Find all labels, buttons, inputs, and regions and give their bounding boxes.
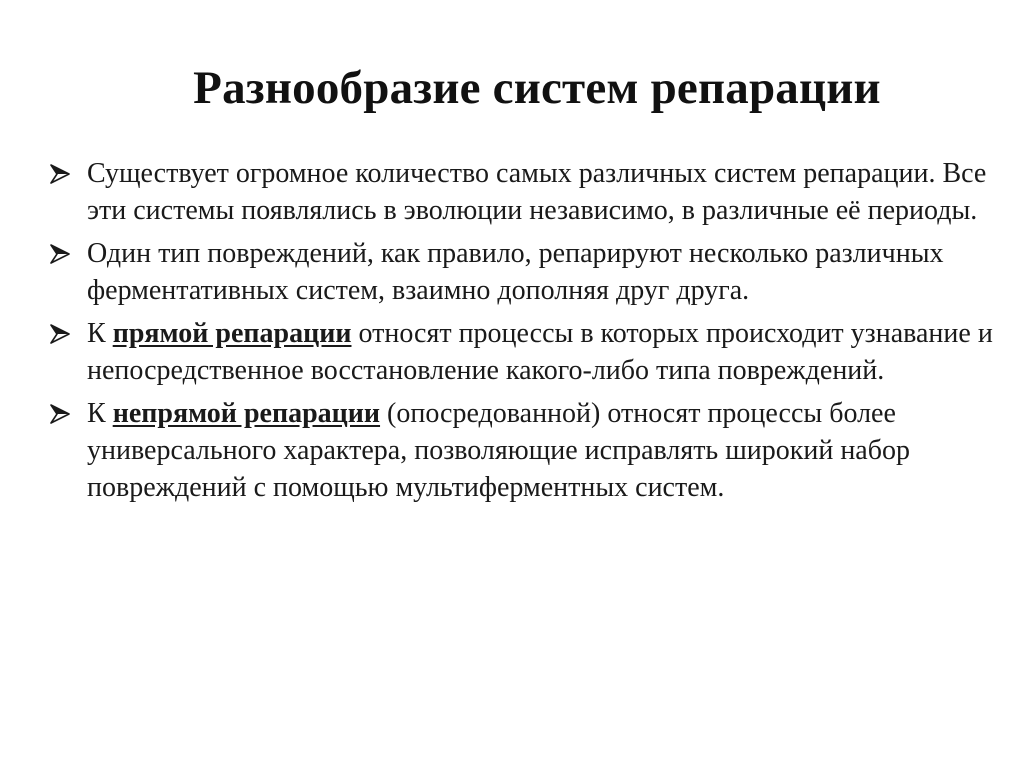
bullet-item — [50, 155, 1000, 229]
arrowhead-bullet-icon — [50, 324, 70, 344]
bullet-text: Один тип повреждений, как правило, репарируют несколько различных ферментативных систем, взаимно дополняя друг друга. — [87, 238, 944, 306]
arrowhead-bullet-icon — [50, 164, 70, 184]
slide-title: Разнообразие систем репарации — [193, 62, 881, 114]
bullet-item — [50, 395, 1000, 506]
term-indirect-repair: непрямой репарации — [112, 398, 381, 429]
bullet-list — [50, 155, 1000, 512]
bullet-item — [50, 315, 1000, 389]
bullet-prefix: К — [87, 398, 113, 429]
arrowhead-bullet-icon — [50, 244, 70, 264]
arrowhead-bullet-icon — [50, 404, 70, 424]
bullet-text: Существует огромное количество самых различных систем репарации. Все эти системы появлялись в эволюции независимо, в различные её периоды. — [87, 158, 987, 226]
bullet-text: относят процессы в которых происходит узнавание и непосредственное восстановление какого-либо типа повреждений. — [87, 318, 993, 386]
bullet-prefix: К — [87, 318, 113, 349]
term-direct-repair: прямой репарации — [112, 318, 352, 349]
bullet-text: (опосредованной) относят процессы более универсального характера, позволяющие исправлять широкий набор повреждений с помощью мультиферментных систем. — [87, 398, 910, 503]
bullet-item — [50, 235, 1000, 309]
